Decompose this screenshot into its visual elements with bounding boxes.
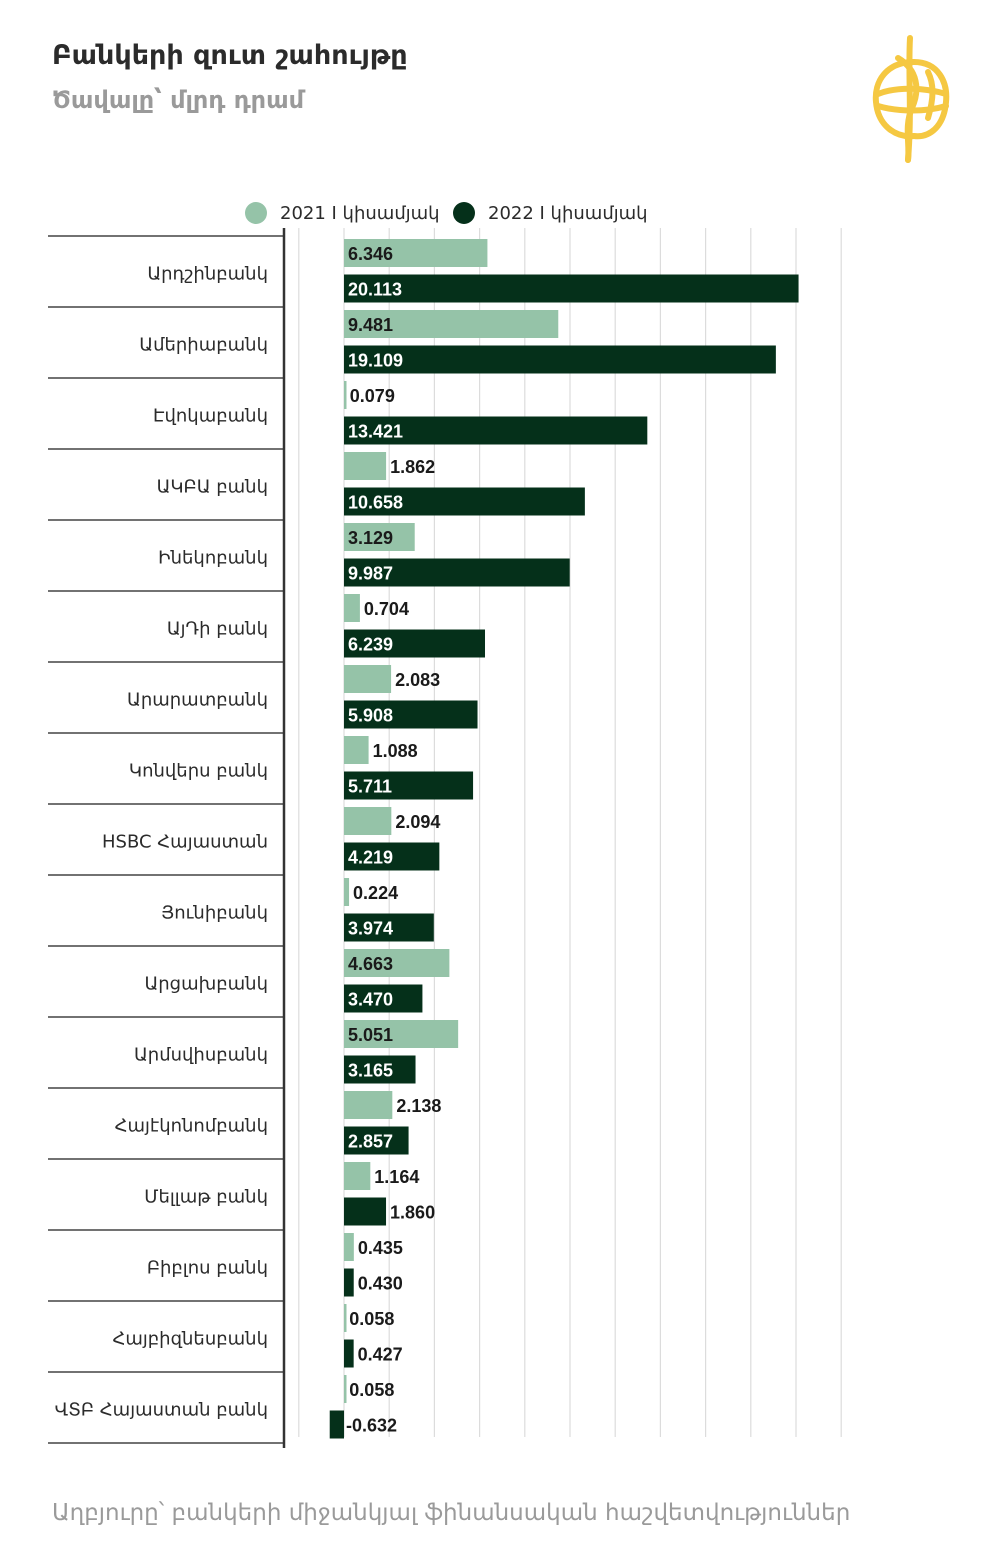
value-label-2022: 2.857 [348,1131,394,1152]
bar-2021 [344,878,349,906]
value-label-2021: 1.088 [372,741,418,761]
value-label-2022: 3.974 [348,918,394,939]
value-label-2022: 13.421 [348,421,404,442]
value-label-2021: 4.663 [348,954,394,974]
chart-subtitle: Ծավալը՝ մլրդ դրամ [52,86,305,114]
value-label-2021: 2.138 [396,1096,442,1116]
bar-chart [0,190,984,1470]
value-label-2022: 9.987 [348,563,394,584]
value-label-2021: 9.481 [348,315,394,335]
bar-2022 [344,1340,354,1368]
bar-2021 [344,1375,347,1403]
value-label-2022: 3.470 [348,989,394,1010]
value-label-2022: 5.908 [348,705,394,726]
value-label-2022: 1.860 [390,1202,436,1223]
category-label: Արցախբանկ [144,973,268,995]
bar-2021 [344,736,369,764]
category-label: ԱյԴի բանկ [166,618,268,640]
value-label-2021: 1.164 [374,1167,420,1187]
category-label: HSBC Հայաստան [102,831,268,853]
value-label-2022: 20.113 [348,279,403,300]
bar-2022 [344,1269,354,1297]
value-label-2021: 0.704 [363,599,409,619]
category-label: Հայբիզնեսբանկ [112,1328,268,1350]
category-label: Արմսվիսբանկ [134,1044,268,1066]
value-label-2021: 2.083 [395,670,441,690]
value-label-2022: 0.430 [357,1273,403,1294]
value-label-2021: 1.862 [390,457,436,477]
value-label-2022: -0.632 [346,1415,398,1436]
value-label-2021: 6.346 [348,244,394,264]
bar-2021 [344,1304,347,1332]
category-label: Արարատբանկ [127,689,268,711]
value-label-2021: 0.058 [349,1380,395,1400]
bars [330,239,799,1439]
category-label: Մելլաթ բանկ [144,1186,268,1208]
category-label: Բիբլոս բանկ [146,1257,268,1279]
source-note: Աղբյուրը՝ բանկերի միջանկյալ ֆինանսական հաշվետվություններ [52,1500,851,1526]
value-label-2021: 0.435 [357,1238,403,1258]
bar-2021 [344,665,391,693]
value-label-2022: 19.109 [348,350,404,371]
category-label: ԱԿԲԱ բանկ [156,476,268,498]
value-label-2022: 0.427 [357,1344,403,1365]
bar-2021 [344,1091,392,1119]
bar-2021 [344,381,347,409]
category-label: ՎՏԲ Հայաստան բանկ [54,1399,268,1421]
value-label-2022: 3.165 [348,1060,394,1081]
value-label-2021: 3.129 [348,528,394,548]
legend-swatch-2022 [453,202,475,224]
value-label-2022: 4.219 [348,847,394,868]
value-label-2021: 0.079 [349,386,395,406]
bar-2022 [330,1411,344,1439]
category-label: Արդշինբանկ [147,263,268,285]
category-label: Կոնվերս բանկ [128,760,268,782]
value-label-2021: 2.094 [395,812,441,832]
legend [245,202,648,224]
bar-2021 [344,594,360,622]
value-label-2021: 0.224 [353,883,399,903]
category-label: Էվոկաբանկ [152,405,268,427]
legend-swatch-2021 [245,202,267,224]
value-label-2021: 5.051 [348,1025,394,1045]
category-label: Հայէկոնոմբանկ [114,1115,268,1137]
value-label-2022: 5.711 [348,776,393,797]
bar-2022 [344,275,799,303]
value-label-2022: 10.658 [348,492,404,513]
bar-2021 [344,807,391,835]
value-label-2022: 6.239 [348,634,394,655]
value-label-2021: 0.058 [349,1309,395,1329]
bar-2022 [344,1198,386,1226]
category-rows [48,236,284,1443]
bar-2021 [344,1162,370,1190]
bar-2021 [344,1233,354,1261]
category-label: Յունիբանկ [161,902,268,924]
category-label: Ամերիաբանկ [139,334,268,356]
chart-title: Բանկերի զուտ շահույթը [52,40,408,71]
globe-logo-icon [868,32,952,166]
category-label: Ինեկոբանկ [158,547,268,569]
bar-2021 [344,452,386,480]
legend-label-2022: 2022 I կիսամյակ [488,203,648,224]
bar-2022 [344,346,776,374]
legend-label-2021: 2021 I կիսամյակ [280,203,440,224]
